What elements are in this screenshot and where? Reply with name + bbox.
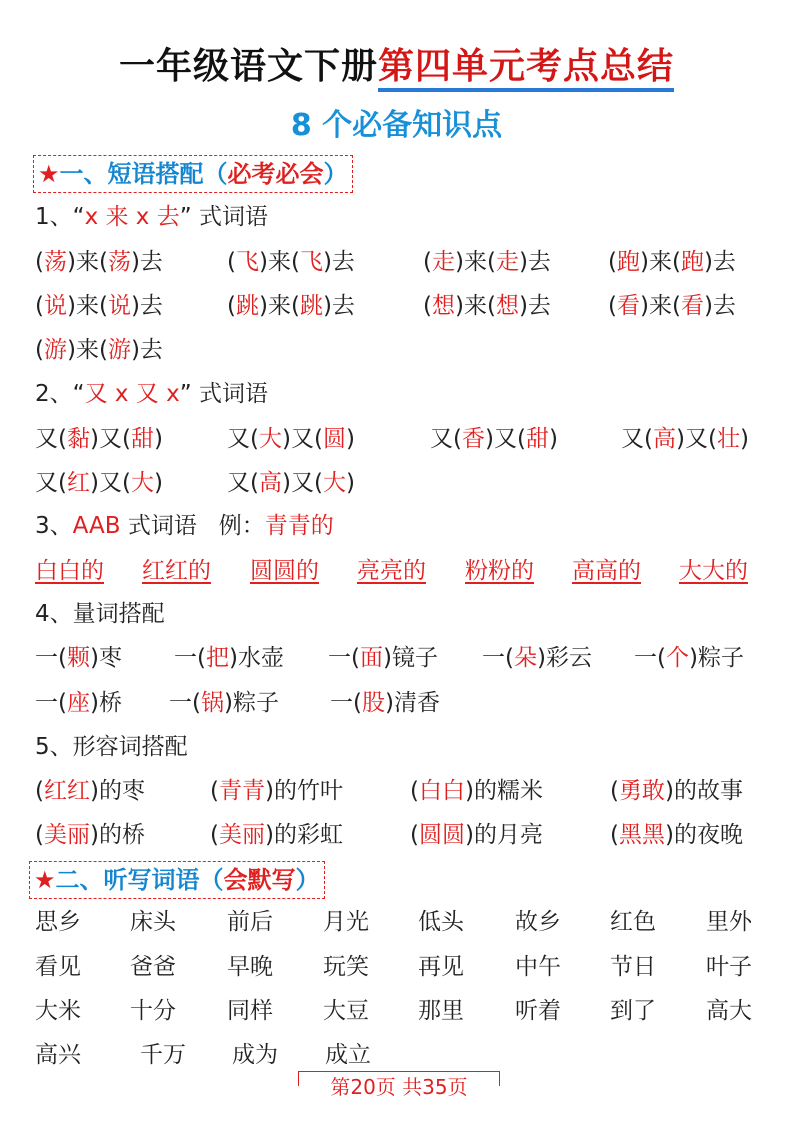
answer: 高高的: [572, 558, 641, 584]
page-subtitle: 8 个必备知识点: [290, 108, 503, 143]
adjective-item: [610, 819, 743, 851]
dictation-word: 爸爸: [130, 954, 176, 980]
answer: 说: [107, 293, 131, 319]
paren-open: （: [203, 160, 228, 188]
adjective-item: [35, 775, 145, 807]
dictation-word: 玩笑: [323, 954, 369, 980]
bracket-text: 一(: [174, 645, 206, 671]
bracket-text: )去: [518, 249, 551, 275]
answer: 座: [66, 690, 90, 716]
dictation-word: 高兴: [35, 1042, 81, 1068]
answer: 跑: [616, 249, 640, 275]
bracket-text: ): [153, 470, 163, 496]
dictation-word: 听着: [515, 998, 561, 1024]
bracket-text: )清香: [384, 690, 440, 716]
sub-number: 5、: [35, 734, 73, 760]
bracket-text: (: [423, 249, 432, 275]
dictation-word: 早晚: [227, 954, 273, 980]
answer: 壮: [716, 426, 740, 452]
answer: 黏: [66, 426, 90, 452]
sub-heading-3: [35, 510, 334, 542]
sub-suffix: 式词语: [198, 204, 268, 230]
quote-open: “: [72, 381, 85, 407]
bracket-text: )的月亮: [464, 822, 543, 848]
measure-item: [35, 687, 122, 719]
bracket-text: (: [227, 293, 236, 319]
answer: 圆圆: [418, 822, 465, 848]
dictation-word: 月光: [323, 909, 369, 935]
sub-suffix: 式词语: [198, 381, 268, 407]
pattern: AAB: [72, 513, 121, 539]
answer: 走: [431, 249, 455, 275]
bracket-text: )来(: [639, 249, 681, 275]
bracket-text: )来(: [454, 249, 496, 275]
phrase-item: [35, 467, 163, 499]
sub-heading-4: [35, 598, 165, 630]
phrase-item: [35, 334, 163, 366]
aab-word: [142, 555, 211, 587]
bracket-text: ): [548, 426, 558, 452]
dictation-word: 中午: [515, 954, 561, 980]
phrase-item: [35, 423, 163, 455]
star-icon: ★: [34, 866, 56, 894]
quote-open: “: [72, 204, 85, 230]
bracket-text: )来(: [258, 293, 300, 319]
bracket-text: ): [153, 426, 163, 452]
measure-item: [174, 642, 284, 674]
answer: 青青: [218, 778, 265, 804]
bracket-text: )去: [322, 293, 355, 319]
adjective-item: [410, 775, 543, 807]
dictation-word: 再见: [418, 954, 464, 980]
answer: 颗: [66, 645, 90, 671]
section-1-label: 一、短语搭配: [59, 160, 204, 188]
adjective-item: [35, 819, 145, 851]
phrase-item: [608, 246, 736, 278]
star-icon: ★: [38, 160, 60, 188]
bracket-text: (: [35, 293, 44, 319]
answer: 圆: [322, 426, 346, 452]
answer: 跳: [235, 293, 259, 319]
phrase-item: [621, 423, 749, 455]
title-grade: 一年级语文下册: [118, 46, 378, 87]
bracket-text: 又(: [227, 470, 259, 496]
aab-word: [35, 555, 104, 587]
answer: 朵: [513, 645, 537, 671]
bracket-text: (: [610, 822, 619, 848]
dictation-word: 低头: [418, 909, 464, 935]
bracket-text: 一(: [328, 645, 360, 671]
sub-heading-1: [35, 201, 268, 233]
bracket-text: 一(: [330, 690, 362, 716]
answer: 游: [43, 337, 67, 363]
phrase-item: [608, 290, 736, 322]
answer: 荡: [107, 249, 131, 275]
bracket-text: )去: [130, 293, 163, 319]
bracket-text: (: [410, 822, 419, 848]
bracket-text: )的桥: [89, 822, 145, 848]
section-1-note: 必考必会: [227, 160, 324, 188]
answer: 大: [130, 470, 154, 496]
answer: 面: [359, 645, 383, 671]
bracket-text: )又(: [281, 426, 323, 452]
bracket-text: )粽子: [688, 645, 744, 671]
phrase-item: [423, 290, 551, 322]
dictation-word: 成立: [325, 1042, 371, 1068]
bracket-text: (: [210, 778, 219, 804]
answer: 白白: [418, 778, 465, 804]
phrase-item: [423, 246, 551, 278]
aab-word: [572, 555, 641, 587]
bracket-text: ): [739, 426, 749, 452]
answer: 高: [258, 470, 282, 496]
bracket-text: )又(: [89, 470, 131, 496]
sub-label: 形容词搭配: [72, 734, 188, 760]
bracket-text: )的糯米: [464, 778, 543, 804]
bracket-text: ): [345, 426, 355, 452]
bracket-text: 一(: [35, 690, 67, 716]
bracket-text: 又(: [621, 426, 653, 452]
adjective-item: [410, 819, 543, 851]
dictation-word: 同样: [227, 998, 273, 1024]
phrase-item: [227, 246, 355, 278]
answer: 红红: [43, 778, 90, 804]
bracket-text: )的枣: [89, 778, 145, 804]
sub-number: 2、: [35, 381, 73, 407]
aab-word: [250, 555, 319, 587]
bracket-text: )来(: [66, 293, 108, 319]
answer: 飞: [299, 249, 323, 275]
section-2-heading: [29, 861, 325, 899]
answer: 美丽: [218, 822, 265, 848]
bracket-text: 又(: [227, 426, 259, 452]
bracket-text: )的竹叶: [264, 778, 343, 804]
title-unit: 第四单元考点总结: [378, 46, 674, 92]
dictation-word: 节日: [610, 954, 656, 980]
bracket-text: )桥: [89, 690, 122, 716]
measure-item: [328, 642, 438, 674]
answer: 看: [680, 293, 704, 319]
bracket-text: )彩云: [536, 645, 592, 671]
bracket-text: )去: [703, 293, 736, 319]
answer: 想: [431, 293, 455, 319]
phrase-item: [35, 246, 163, 278]
answer: 游: [107, 337, 131, 363]
bracket-text: (: [608, 293, 617, 319]
dictation-word: 前后: [227, 909, 273, 935]
bracket-text: )去: [130, 337, 163, 363]
bracket-text: )来(: [639, 293, 681, 319]
dictation-word: 大米: [35, 998, 81, 1024]
bracket-text: ): [345, 470, 355, 496]
answer: 甜: [525, 426, 549, 452]
bracket-text: )的故事: [664, 778, 743, 804]
bracket-text: )来(: [66, 337, 108, 363]
dictation-word: 高大: [706, 998, 752, 1024]
dictation-word: 叶子: [706, 954, 752, 980]
answer: 荡: [43, 249, 67, 275]
bracket-text: )又(: [89, 426, 131, 452]
adjective-item: [610, 775, 743, 807]
dictation-word: 里外: [706, 909, 752, 935]
dictation-word: 床头: [130, 909, 176, 935]
bracket-text: )枣: [89, 645, 122, 671]
dictation-word: 思乡: [35, 909, 81, 935]
bracket-text: )去: [518, 293, 551, 319]
measure-item: [634, 642, 744, 674]
bracket-text: 又(: [35, 470, 67, 496]
bracket-text: )来(: [66, 249, 108, 275]
bracket-text: )来(: [454, 293, 496, 319]
bracket-text: 一(: [482, 645, 514, 671]
bracket-text: (: [35, 337, 44, 363]
bracket-text: )镜子: [382, 645, 438, 671]
bracket-text: (: [210, 822, 219, 848]
bracket-text: )粽子: [223, 690, 279, 716]
bracket-text: (: [35, 249, 44, 275]
dictation-word: 千万: [140, 1042, 186, 1068]
dictation-word: 红色: [610, 909, 656, 935]
answer: 把: [205, 645, 229, 671]
adjective-item: [210, 819, 343, 851]
answer: 跳: [299, 293, 323, 319]
example-label: 例：: [218, 513, 265, 539]
answer: 个: [665, 645, 689, 671]
sub-suffix: 式词语: [120, 513, 197, 539]
paren-close: ）: [295, 866, 320, 894]
bracket-text: 又(: [35, 426, 67, 452]
answer: 香: [461, 426, 485, 452]
bracket-text: (: [35, 822, 44, 848]
bracket-text: (: [35, 778, 44, 804]
page-footer: 第20页 共35页: [298, 1071, 500, 1086]
adjective-item: [210, 775, 343, 807]
section-2-label: 二、听写词语: [55, 866, 200, 894]
dictation-word: 大豆: [323, 998, 369, 1024]
answer: 白白的: [35, 558, 104, 584]
answer: 黑黑: [618, 822, 665, 848]
bracket-text: (: [610, 778, 619, 804]
measure-item: [482, 642, 592, 674]
answer: 亮亮的: [357, 558, 426, 584]
answer: 粉粉的: [465, 558, 534, 584]
dictation-word: 看见: [35, 954, 81, 980]
answer: 锅: [200, 690, 224, 716]
sub-number: 1、: [35, 204, 73, 230]
sub-label: 量词搭配: [72, 601, 165, 627]
page-title: [0, 38, 793, 89]
dictation-word: 十分: [130, 998, 176, 1024]
sub-number: 3、: [35, 513, 73, 539]
dictation-word: 到了: [610, 998, 656, 1024]
dictation-word: 故乡: [515, 909, 561, 935]
answer: 大: [322, 470, 346, 496]
bracket-text: )去: [703, 249, 736, 275]
bracket-text: )的夜晚: [664, 822, 743, 848]
phrase-item: [430, 423, 558, 455]
bracket-text: )的彩虹: [264, 822, 343, 848]
bracket-text: )去: [322, 249, 355, 275]
dictation-word: 那里: [418, 998, 464, 1024]
bracket-text: 一(: [35, 645, 67, 671]
answer: 想: [495, 293, 519, 319]
answer: 红: [66, 470, 90, 496]
aab-word: [679, 555, 748, 587]
bracket-text: 一(: [634, 645, 666, 671]
answer: 股: [361, 690, 385, 716]
answer: 美丽: [43, 822, 90, 848]
phrase-item: [227, 423, 355, 455]
bracket-text: )水壶: [228, 645, 284, 671]
quote-close: ”: [179, 381, 192, 407]
phrase-item: [227, 290, 355, 322]
sub-heading-5: [35, 731, 188, 763]
bracket-text: (: [423, 293, 432, 319]
phrase-item: [35, 290, 163, 322]
bracket-text: (: [410, 778, 419, 804]
answer: 看: [616, 293, 640, 319]
answer: 说: [43, 293, 67, 319]
paren-open: （: [199, 866, 224, 894]
sub-heading-2: [35, 378, 268, 410]
answer: 大: [258, 426, 282, 452]
bracket-text: 又(: [430, 426, 462, 452]
quote-close: ”: [179, 204, 192, 230]
measure-item: [330, 687, 440, 719]
measure-item: [35, 642, 122, 674]
bracket-text: (: [608, 249, 617, 275]
pattern: 又 x 又 x: [84, 381, 180, 407]
answer: 大大的: [679, 558, 748, 584]
answer: 走: [495, 249, 519, 275]
answer: 勇敢: [618, 778, 665, 804]
section-1-heading: [33, 155, 353, 193]
answer: 跑: [680, 249, 704, 275]
bracket-text: )去: [130, 249, 163, 275]
bracket-text: )又(: [484, 426, 526, 452]
aab-word: [465, 555, 534, 587]
sub-number: 4、: [35, 601, 73, 627]
example: 青青的: [264, 513, 334, 539]
measure-item: [169, 687, 279, 719]
paren-close: ）: [323, 160, 348, 188]
answer: 圆圆的: [250, 558, 319, 584]
pattern: x 来 x 去: [84, 204, 180, 230]
answer: 高: [652, 426, 676, 452]
bracket-text: (: [227, 249, 236, 275]
dictation-word: 成为: [232, 1042, 278, 1068]
bracket-text: )来(: [258, 249, 300, 275]
phrase-item: [227, 467, 355, 499]
section-2-note: 会默写: [223, 866, 296, 894]
bracket-text: )又(: [675, 426, 717, 452]
aab-word: [357, 555, 426, 587]
answer: 甜: [130, 426, 154, 452]
answer: 飞: [235, 249, 259, 275]
bracket-text: )又(: [281, 470, 323, 496]
bracket-text: 一(: [169, 690, 201, 716]
answer: 红红的: [142, 558, 211, 584]
